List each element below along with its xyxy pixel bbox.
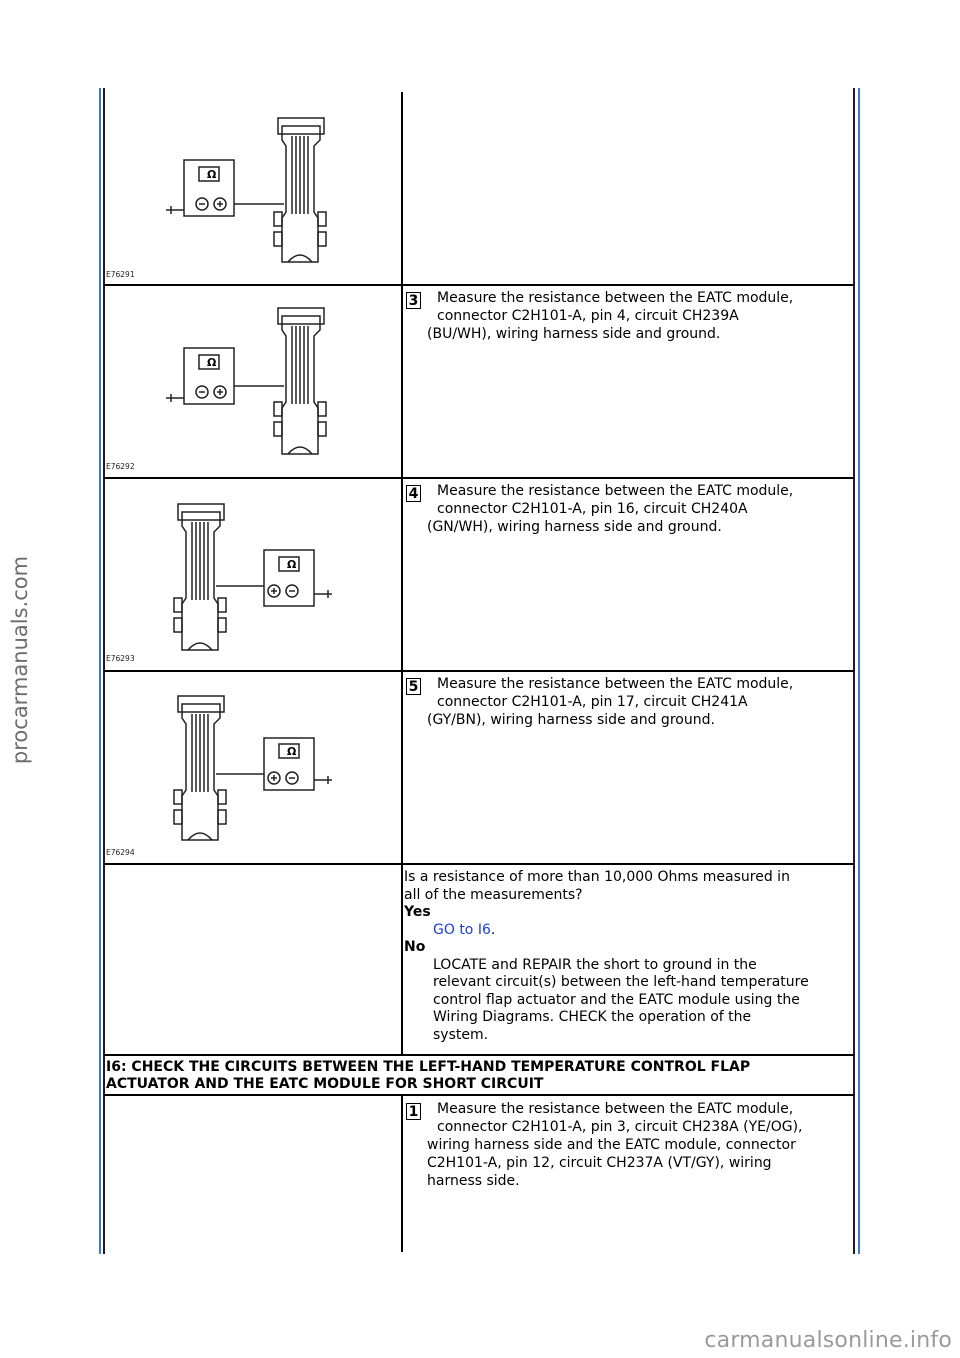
figure-code: E76293 [106, 654, 135, 663]
step-line: (BU/WH), wiring harness side and ground. [427, 326, 721, 342]
step-line: harness side. [427, 1173, 520, 1189]
no-line: Wiring Diagrams. CHECK the operation of the [433, 1009, 752, 1025]
connector-meter-diagram [106, 500, 400, 660]
figure-e76294 [106, 694, 400, 862]
ohm-symbol: Ω [207, 168, 217, 181]
step-number-badge: 5 [406, 678, 421, 695]
step-line: Measure the resistance between the EATC module, [437, 483, 794, 499]
yes-label: Yes [404, 904, 431, 920]
column-divider-lower [401, 1096, 403, 1252]
right-edge-blue [858, 88, 860, 1254]
heading-line: ACTUATOR AND THE EATC MODULE FOR SHORT CIRCUIT [106, 1076, 544, 1092]
question-block [404, 869, 852, 1044]
yes-action [404, 922, 852, 940]
figure-code: E76294 [106, 848, 135, 857]
meter-connector-diagram [106, 112, 400, 282]
row-divider [104, 284, 854, 286]
step-text [427, 482, 852, 536]
column-divider [401, 92, 403, 1054]
step-line: Measure the resistance between the EATC module, [437, 1101, 794, 1117]
figure-e76293 [106, 500, 400, 670]
step-number-badge: 3 [406, 292, 421, 309]
side-watermark-text: procarmanuals.com [8, 555, 32, 765]
step-number-badge: 1 [406, 1103, 421, 1120]
step-text [427, 1100, 852, 1190]
no-line: LOCATE and REPAIR the short to ground in the [433, 956, 757, 973]
yes-suffix: . [490, 921, 496, 938]
section-heading-i6 [106, 1059, 850, 1093]
no-line: control flap actuator and the EATC module using the [433, 991, 800, 1008]
step-line: connector C2H101-A, pin 16, circuit CH240A [437, 501, 748, 517]
no-label: No [404, 939, 426, 955]
row-divider [104, 670, 854, 672]
go-to-i6-link[interactable]: GO to I6 [433, 921, 491, 938]
step-5 [406, 675, 852, 729]
question-line: Is a resistance of more than 10,000 Ohms measured in [404, 869, 790, 885]
step-line: wiring harness side and the EATC module, connector [427, 1137, 796, 1153]
bottom-watermark: carmanualsonline.info [704, 1328, 952, 1353]
row-divider [104, 477, 854, 479]
connector-meter-diagram [106, 694, 400, 844]
step-number-badge: 4 [406, 485, 421, 502]
figure-e76291 [106, 112, 400, 284]
ohm-symbol: Ω [287, 745, 297, 758]
step-line: connector C2H101-A, pin 17, circuit CH241A [437, 694, 748, 710]
i6-step-1 [406, 1100, 852, 1190]
step-text [427, 675, 852, 729]
question-line: all of the measurements? [404, 886, 583, 903]
step-line: Measure the resistance between the EATC module, [437, 290, 794, 306]
ohm-symbol: Ω [287, 558, 297, 571]
step-4 [406, 482, 852, 536]
step-line: (GY/BN), wiring harness side and ground. [427, 712, 715, 728]
row-divider [104, 1094, 854, 1096]
step-text [427, 289, 852, 343]
meter-connector-diagram [106, 306, 400, 466]
no-line: system. [433, 1026, 489, 1043]
no-line: relevant circuit(s) between the left-hand temperature [433, 974, 809, 990]
row-divider [104, 863, 854, 865]
figure-code: E76292 [106, 462, 135, 471]
left-edge-blue [99, 88, 101, 1254]
step-line: connector C2H101-A, pin 4, circuit CH239A [437, 308, 739, 324]
row-divider [104, 1054, 854, 1056]
step-line: connector C2H101-A, pin 3, circuit CH238A (YE/OG), [437, 1119, 803, 1135]
step-line: Measure the resistance between the EATC module, [437, 676, 794, 692]
step-line: C2H101-A, pin 12, circuit CH237A (VT/GY), wiring [427, 1155, 772, 1171]
side-watermark [2, 540, 38, 780]
step-line: (GN/WH), wiring harness side and ground. [427, 519, 722, 535]
ohm-symbol: Ω [207, 356, 217, 369]
figure-e76292 [106, 306, 400, 476]
heading-line: I6: CHECK THE CIRCUITS BETWEEN THE LEFT-HAND TEMPERATURE CONTROL FLAP [106, 1059, 751, 1075]
step-3 [406, 289, 852, 343]
figure-code: E76291 [106, 270, 135, 279]
